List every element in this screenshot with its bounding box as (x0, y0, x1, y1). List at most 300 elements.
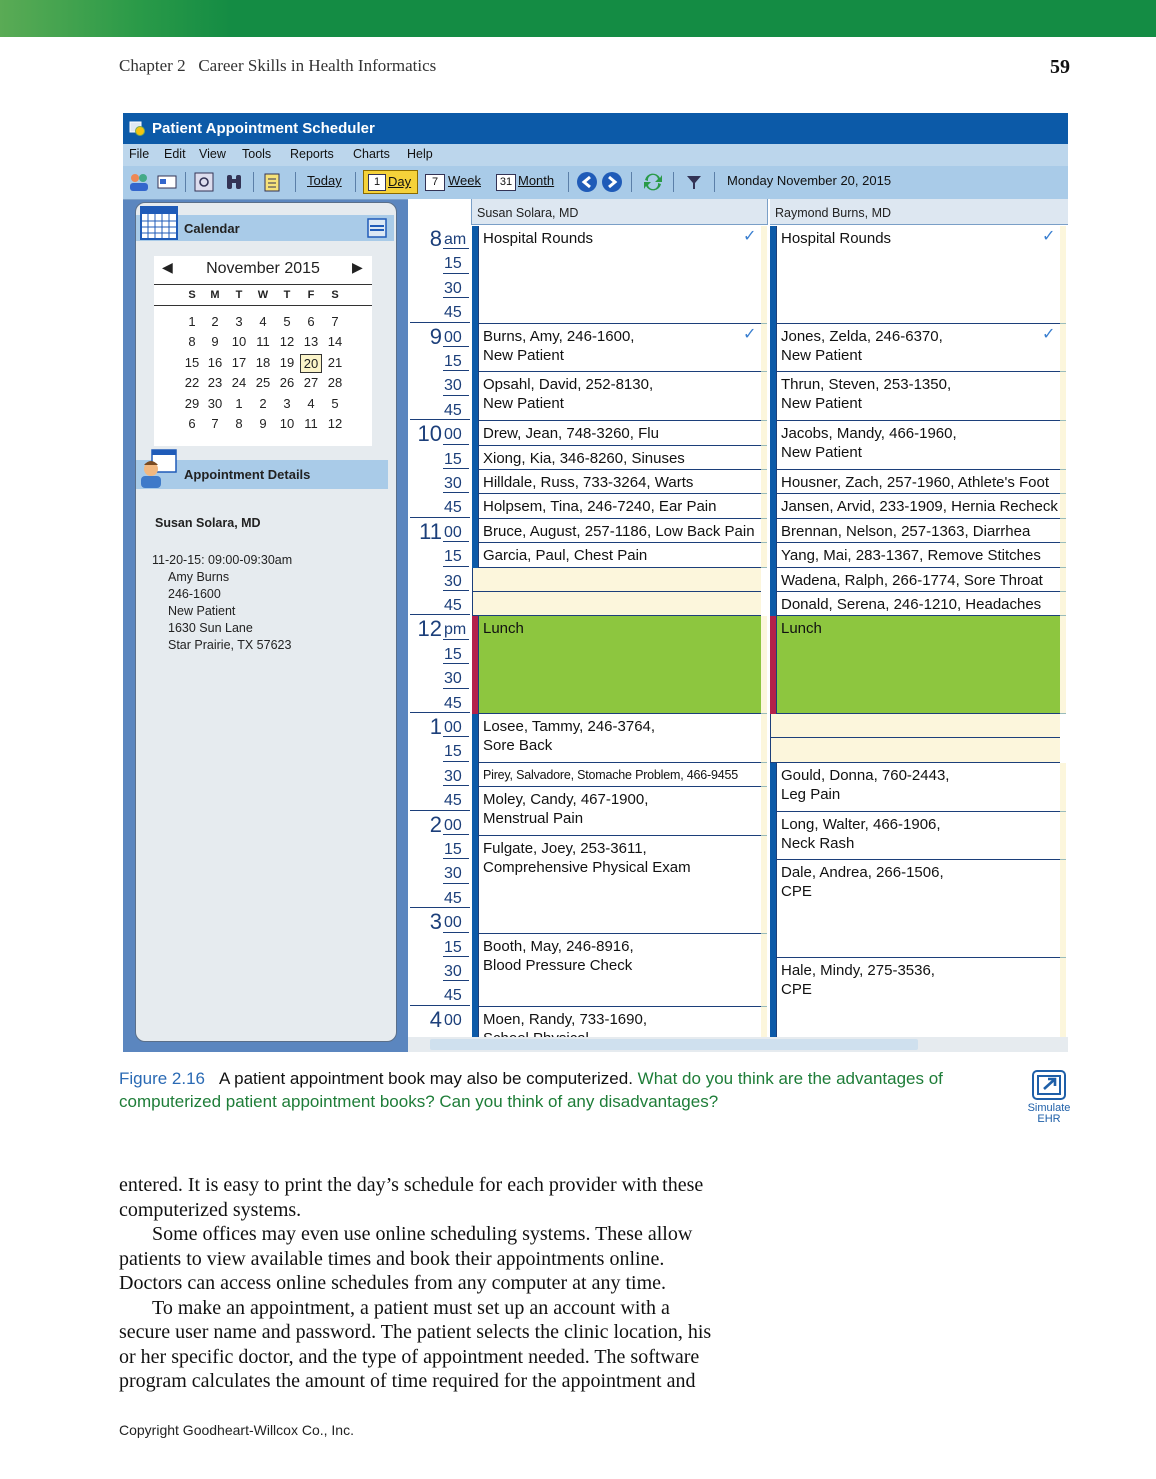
appointment-text: Hospital Rounds (483, 230, 594, 247)
appointment-slot[interactable] (478, 421, 761, 445)
caption-question: What do you think are the advantages of computerized patient appointment books? Can you think of any disadvantages? (119, 1069, 943, 1111)
day-cell[interactable]: 5 (331, 395, 339, 411)
minute-underline (443, 395, 469, 396)
hour-label: 3 (429, 909, 442, 935)
minute-slot (408, 348, 470, 372)
minute-underline (443, 444, 469, 445)
weekday-label: S (188, 289, 196, 301)
hour-slot (408, 519, 470, 543)
week-view-button[interactable] (425, 170, 491, 194)
collapse-icon[interactable] (367, 218, 387, 238)
appointment-slot[interactable] (776, 860, 1060, 958)
toolbar (123, 166, 1068, 200)
appointment-text: Menstrual Pain (483, 810, 584, 828)
appointment-slot[interactable] (478, 787, 761, 836)
body-line: Some offices may even use online scheduling systems. These allow (152, 1223, 693, 1245)
minute-label: 30 (444, 767, 462, 785)
toolbar-separator (568, 172, 569, 192)
hour-slot (408, 324, 470, 348)
body-line: To make an appointment, a patient must set up an account with a (152, 1296, 670, 1319)
details-provider: Susan Solara, MD (155, 516, 261, 530)
lunch-block[interactable] (478, 616, 761, 714)
body-line: or her specific doctor, and the type of appointment needed. The software (119, 1345, 700, 1368)
day-cell[interactable]: 16 (207, 354, 223, 370)
calendar-icon (140, 205, 178, 241)
minute-label: 00 (444, 1011, 462, 1029)
day-cell[interactable]: 22 (184, 375, 200, 391)
appointment-slot[interactable] (478, 714, 761, 763)
patients-icon[interactable] (127, 171, 151, 193)
appointment-slot[interactable] (478, 934, 761, 1007)
day-cell[interactable]: 2 (259, 395, 267, 411)
menu-reports[interactable]: Reports (290, 147, 334, 161)
appointment-slot[interactable] (478, 763, 761, 787)
day-cell[interactable]: 12 (279, 334, 295, 350)
back-arrow-icon[interactable] (576, 171, 598, 193)
appointment-text: Hale, Mindy, 275-3536, (781, 962, 935, 979)
current-date: Monday November 20, 2015 (727, 173, 892, 188)
minute-slot (408, 494, 470, 518)
minute-label: 30 (444, 865, 462, 883)
minute-slot (408, 836, 470, 860)
selected-day-cell[interactable]: 20 (300, 354, 322, 373)
minute-underline (443, 785, 469, 786)
minute-slot (408, 470, 470, 494)
day-cell[interactable]: 8 (235, 416, 243, 431)
appointment-text: Leg Pain (781, 785, 841, 803)
appointment-slot[interactable] (776, 763, 1060, 812)
hour-slot (408, 226, 470, 250)
details-phone: 246-1600 (168, 587, 221, 601)
day-cell[interactable]: 3 (283, 395, 291, 411)
minute-slot (408, 446, 470, 470)
body-line: Doctors can access online schedules from any computer at any time. (119, 1272, 667, 1294)
day-cell[interactable]: 13 (303, 334, 319, 350)
minute-label: 45 (444, 304, 462, 322)
minute-label: 00 (444, 523, 462, 541)
appointment-slot[interactable] (478, 324, 761, 373)
menu-file[interactable]: File (129, 147, 150, 161)
calendar-header (136, 215, 394, 241)
day-view-button[interactable] (363, 170, 418, 194)
minute-underline (443, 663, 469, 664)
appointment-details-header (136, 460, 388, 489)
appointment-text: Neck Rash (781, 834, 855, 852)
search-icon[interactable] (193, 171, 215, 193)
minute-slot (408, 250, 470, 274)
weekday-label: S (331, 289, 339, 301)
hour-line (410, 1005, 470, 1006)
hour-label: 4 (429, 1006, 442, 1032)
checkmark-icon: ✓ (743, 228, 757, 245)
checkmark-icon: ✓ (1042, 325, 1056, 343)
appointment-text: Yang, Mai, 283-1367, Remove Stitches (781, 547, 1041, 565)
toolbar-separator (355, 172, 356, 192)
minute-label: 30 (444, 670, 462, 688)
calendar-panel (135, 202, 397, 1042)
appointment-text: Garcia, Paul, Chest Pain (483, 547, 648, 565)
appointment-text: Moen, Randy, 733-1690, (483, 1010, 647, 1028)
appointment-text: New Patient (781, 444, 862, 462)
menu-charts[interactable]: Charts (353, 147, 390, 161)
minute-label: 45 (444, 987, 462, 1005)
menu-view[interactable]: View (199, 147, 226, 161)
menu-tools[interactable]: Tools (242, 147, 272, 161)
minute-slot (408, 641, 470, 665)
minute-label: 15 (444, 841, 462, 858)
binoculars-icon[interactable] (223, 171, 245, 193)
minute-slot (408, 665, 470, 689)
minute-underline (443, 248, 469, 249)
day-cell[interactable]: 26 (279, 375, 295, 391)
prev-month-icon[interactable]: ◀ (162, 259, 173, 275)
appointment-slot[interactable] (776, 494, 1060, 518)
hour-slot (408, 714, 470, 738)
minute-underline (443, 566, 469, 567)
caption-text: A patient appointment book may also be computerized. (219, 1069, 633, 1088)
minute-underline (443, 273, 469, 274)
filter-icon[interactable] (684, 171, 704, 193)
minute-underline (443, 688, 469, 689)
day-cell[interactable]: 4 (307, 395, 315, 411)
minute-label: 30 (444, 475, 462, 492)
divider (154, 305, 372, 306)
minute-slot (408, 934, 470, 958)
minute-underline (443, 468, 469, 469)
appointment-text: Pirey, Salvadore, Stomache Problem, 466-9455 (483, 767, 739, 782)
minute-slot (408, 738, 470, 762)
appointment-text: Brennan, Nelson, 257-1363, Diarrhea (781, 522, 1031, 540)
hour-slot (408, 1007, 470, 1031)
appointment-text: Lunch (483, 620, 524, 638)
scrollbar-thumb[interactable] (430, 1039, 918, 1050)
figure-label: Figure 2.16 (119, 1069, 205, 1088)
hour-slot (408, 616, 470, 640)
minute-label: 45 (444, 694, 462, 712)
appointment-text: Hilldale, Russ, 733-3264, Warts (483, 474, 694, 491)
figure-caption (119, 1067, 1024, 1113)
minute-label: 00 (444, 328, 462, 346)
body-line: entered. It is easy to print the day’s schedule for each provider with these (119, 1174, 704, 1196)
minute-label: 30 (444, 377, 462, 395)
refresh-icon[interactable] (641, 171, 665, 193)
minute-label: 15 (444, 450, 462, 468)
day-cell[interactable]: 4 (259, 314, 267, 329)
day-cell[interactable]: 21 (327, 354, 343, 370)
day-cell[interactable]: 10 (279, 416, 295, 431)
day-cell[interactable]: 15 (184, 354, 200, 370)
hour-slot (408, 421, 470, 445)
simulate-label: Simulate (1027, 1102, 1071, 1114)
day-cell[interactable]: 17 (231, 354, 247, 370)
appointment-text: Losee, Tammy, 246-3764, (483, 718, 656, 735)
appointment-text: New Patient (483, 346, 564, 364)
appointment-text: Lunch (781, 620, 822, 638)
details-city: Star Prairie, TX 57623 (168, 638, 292, 652)
minute-slot (408, 397, 470, 421)
appointment-slot[interactable] (776, 812, 1060, 861)
doctor-calendar-icon (138, 448, 178, 488)
week-label: Week (448, 173, 481, 188)
day-cell[interactable]: 7 (211, 416, 219, 431)
appointment-slot[interactable] (776, 519, 1060, 543)
minute-slot (408, 860, 470, 884)
day-cell[interactable]: 25 (255, 375, 271, 391)
day-cell[interactable]: 30 (207, 395, 223, 411)
minute-label: 15 (444, 938, 462, 956)
minute-label: 15 (444, 255, 462, 273)
day-cell[interactable]: 9 (211, 334, 219, 350)
day-cell[interactable]: 11 (304, 416, 318, 431)
minute-slot (408, 958, 470, 982)
minute-label: am (444, 231, 467, 248)
simulate-ehr-link[interactable] (1026, 1069, 1072, 1127)
copyright: Copyright Goodheart-Willcox Co., Inc. (119, 1422, 354, 1438)
appointment-text: Housner, Zach, 257-1960, Athlete's Foot (781, 474, 1050, 491)
day-cell[interactable]: 1 (188, 314, 196, 329)
hour-line (410, 419, 470, 420)
minute-underline (443, 883, 469, 884)
page-number: 59 (1050, 56, 1070, 78)
minute-underline (443, 956, 469, 957)
hour-line (410, 322, 470, 323)
minute-slot (408, 982, 470, 1006)
minute-label: 00 (444, 914, 462, 932)
appointment-text: Hospital Rounds (781, 230, 892, 247)
lunch-block[interactable] (776, 616, 1060, 714)
appointment-slot[interactable] (478, 519, 761, 543)
appointment-text: New Patient (781, 346, 862, 364)
appointment-slot[interactable] (776, 372, 1060, 421)
appointment-text: CPE (781, 981, 812, 998)
day-cell[interactable]: 14 (327, 334, 343, 350)
minute-underline (443, 346, 469, 347)
minute-underline (443, 541, 469, 542)
today-button[interactable]: Today (307, 173, 342, 188)
day-number-icon: 1 (368, 174, 386, 191)
open-slot[interactable] (472, 568, 761, 592)
day-cell[interactable]: 2 (211, 314, 219, 329)
day-cell[interactable]: 7 (331, 314, 339, 329)
body-line: program calculates the amount of time required for the appointment and (119, 1370, 696, 1392)
hour-slot (408, 812, 470, 836)
appointment-slot[interactable] (478, 226, 761, 324)
day-cell[interactable]: 8 (188, 334, 196, 350)
hour-label: 2 (429, 811, 442, 837)
title-bar (123, 113, 1068, 144)
appointment-text: New Patient (483, 395, 564, 413)
appointment-text: Thrun, Steven, 253-1350, (781, 376, 952, 394)
section-label: Career Skills in Health Informatics (198, 56, 437, 75)
next-month-icon[interactable]: ▶ (352, 259, 363, 275)
minute-slot (408, 592, 470, 616)
appointment-slot[interactable] (776, 421, 1060, 470)
day-cell[interactable]: 5 (283, 314, 291, 329)
minute-slot (408, 690, 470, 714)
day-cell[interactable]: 29 (184, 395, 200, 411)
minute-label: 45 (444, 792, 462, 810)
appointment-slot[interactable] (478, 372, 761, 421)
appointment-text: Holpsem, Tina, 246-7240, Ear Pain (483, 498, 717, 516)
notes-icon[interactable] (261, 171, 283, 193)
day-cell[interactable]: 28 (327, 375, 343, 391)
day-cell[interactable]: 12 (327, 416, 343, 431)
details-block (152, 552, 292, 654)
menu-help[interactable]: Help (407, 147, 433, 161)
minute-slot (408, 372, 470, 396)
calendar-title: Calendar (184, 221, 240, 236)
day-cell[interactable]: 18 (255, 354, 271, 370)
month-view-button[interactable] (496, 170, 562, 194)
toolbar-separator (185, 172, 186, 192)
minute-underline (443, 858, 469, 859)
appointment-slot[interactable] (776, 543, 1060, 567)
appointment-text: Sore Back (483, 737, 553, 754)
day-cell[interactable]: 6 (307, 314, 315, 329)
day-cell[interactable]: 24 (231, 375, 247, 391)
body-line: computerized systems. (119, 1198, 302, 1221)
minute-label: 15 (444, 645, 462, 663)
details-patient: Amy Burns (168, 570, 230, 584)
toolbar-separator (631, 172, 632, 192)
day-cell[interactable]: 23 (207, 375, 223, 391)
minute-label: pm (444, 621, 467, 639)
month-grid (154, 256, 372, 446)
hour-line (410, 614, 470, 615)
appointment-text: Drew, Jean, 748-3260, Flu (483, 425, 659, 443)
day-cell[interactable]: 3 (235, 314, 243, 329)
minute-slot (408, 543, 470, 567)
hour-label: 11 (419, 518, 442, 544)
schedule-grid (408, 199, 1068, 1052)
hour-line (410, 712, 470, 713)
appointment-slot[interactable] (478, 494, 761, 518)
minute-underline (443, 980, 469, 981)
minute-slot (408, 885, 470, 909)
forward-arrow-icon[interactable] (601, 171, 623, 193)
appointment-text: Jansen, Arvid, 233-1909, Hernia Recheck (781, 498, 1058, 516)
weekday-label: W (257, 289, 269, 301)
body-line: patients to view available times and book their appointments online. (119, 1247, 665, 1270)
minute-slot (408, 787, 470, 811)
window-title: Patient Appointment Scheduler (152, 120, 375, 137)
id-card-icon[interactable] (156, 171, 178, 193)
details-title: Appointment Details (184, 467, 311, 482)
appointment-slot[interactable] (776, 226, 1060, 324)
appointment-slot[interactable] (776, 470, 1060, 494)
toolbar-separator (714, 172, 715, 192)
day-cell[interactable]: 19 (279, 354, 295, 370)
minute-label: 00 (444, 426, 462, 444)
hour-line (410, 810, 470, 811)
weekday-label: T (283, 289, 291, 301)
appointment-slot[interactable] (478, 836, 761, 934)
day-cell[interactable]: 6 (188, 416, 196, 431)
checkmark-icon: ✓ (743, 325, 757, 343)
day-cell[interactable]: 10 (231, 334, 247, 350)
hour-slot (408, 909, 470, 933)
day-cell[interactable]: 9 (259, 416, 267, 431)
minute-label: 30 (444, 279, 462, 297)
appointment-text: Wadena, Ralph, 266-1774, Sore Throat (781, 571, 1043, 589)
appointment-slot[interactable] (478, 446, 761, 470)
minute-label: 30 (444, 963, 462, 980)
minute-underline (443, 492, 469, 493)
minute-underline (443, 761, 469, 762)
appointment-text: Jones, Zelda, 246-6370, (781, 327, 943, 345)
open-slot[interactable] (770, 714, 1060, 738)
minute-label: 45 (444, 401, 462, 419)
hour-line (410, 907, 470, 908)
ehr-label: EHR (1037, 1113, 1061, 1125)
month-label: Month (518, 173, 555, 188)
appointment-text: Fulgate, Joey, 253-3611, (483, 840, 647, 857)
menu-bar (123, 144, 1068, 166)
day-cell[interactable]: 1 (235, 395, 243, 411)
details-address: 1630 Sun Lane (168, 621, 253, 635)
day-cell[interactable]: 11 (256, 334, 270, 350)
appointment-text: CPE (781, 883, 812, 901)
hour-label: 12 (417, 616, 442, 642)
provider-header-1: Susan Solara, MD (472, 199, 768, 225)
horizontal-scrollbar[interactable] (408, 1037, 1068, 1052)
minute-underline (443, 736, 469, 737)
appointment-text: Burns, Amy, 246-1600, (483, 327, 635, 345)
day-label: Day (388, 174, 412, 189)
minute-slot (408, 275, 470, 299)
appointment-slot[interactable] (776, 324, 1060, 373)
appointment-slot[interactable] (776, 592, 1060, 616)
scheduler-app-icon (129, 120, 145, 136)
appointment-text: Blood Pressure Check (483, 956, 633, 974)
details-type: New Patient (168, 604, 236, 618)
minute-underline (443, 932, 469, 933)
scheduler-window (123, 113, 1068, 1052)
appointment-slot[interactable] (776, 568, 1060, 592)
week-number-icon: 7 (425, 174, 445, 191)
month-number-icon: 31 (496, 174, 516, 191)
weekday-label: M (210, 289, 220, 301)
open-slot[interactable] (770, 738, 1060, 762)
provider-header-2: Raymond Burns, MD (770, 199, 1068, 225)
appointment-slot[interactable] (478, 470, 761, 494)
hour-label: 10 (417, 421, 442, 447)
menu-edit[interactable]: Edit (164, 147, 186, 161)
appointment-text: Jacobs, Mandy, 466-1960, (781, 425, 957, 443)
divider (154, 284, 372, 285)
appointment-text: Donald, Serena, 246-1210, Headaches (781, 596, 1042, 613)
minute-slot (408, 299, 470, 323)
toolbar-separator (295, 172, 296, 192)
minute-underline (443, 590, 469, 591)
appointment-text: Moley, Candy, 467-1900, (483, 791, 649, 809)
external-link-icon (1031, 1069, 1067, 1101)
minute-label: 15 (444, 548, 462, 566)
minute-underline (443, 639, 469, 640)
weekday-label: T (235, 289, 243, 301)
appointment-slot[interactable] (478, 543, 761, 567)
minute-underline (443, 834, 469, 835)
minute-slot (408, 763, 470, 787)
minute-label: 00 (444, 719, 462, 736)
hour-line (410, 517, 470, 518)
open-slot[interactable] (472, 592, 761, 616)
day-cell[interactable]: 27 (303, 375, 319, 391)
minute-label: 45 (444, 499, 462, 517)
appointment-text: Bruce, August, 257-1186, Low Back Pain (483, 522, 755, 540)
minute-label: 00 (444, 816, 462, 834)
hour-label: 8 (429, 226, 442, 251)
